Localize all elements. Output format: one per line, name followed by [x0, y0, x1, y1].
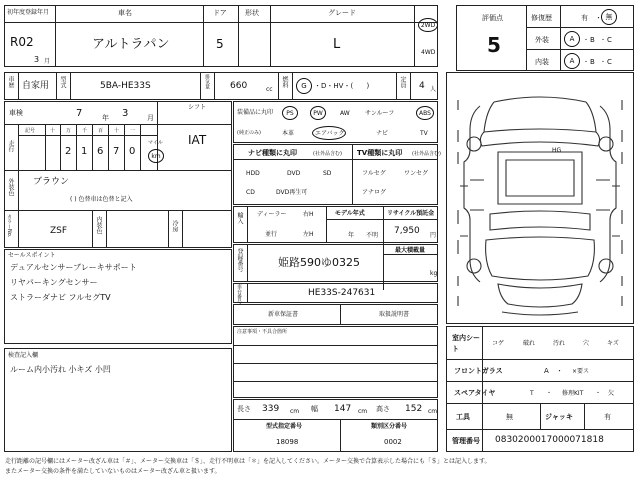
recycle-unit: 円 [430, 232, 437, 239]
width-unit: cm [358, 408, 368, 415]
equip-tv: TV [420, 130, 428, 137]
inspection-month-unit: 月 [147, 114, 154, 122]
exterior-dot1: ・ [583, 37, 590, 44]
interior-dot1: ・ [583, 59, 590, 66]
mileage-digit-3: 7 [113, 146, 120, 157]
notes-box [233, 326, 438, 398]
sales-points-label: セールスポイント [8, 252, 56, 259]
damage-yes: 有 [581, 14, 588, 22]
capacity-unit: 人 [430, 86, 437, 93]
damage-label: 修復歴 [531, 14, 552, 22]
length-unit: cm [290, 408, 300, 415]
tv-fullseg: フルセグ [362, 170, 386, 177]
mgmt-label: 管理番号 [452, 437, 480, 445]
grade-value: L [333, 37, 341, 52]
doors-label: ドア [213, 9, 227, 17]
owner-manual: 取扱説明書 [379, 311, 410, 318]
car-body-diagram [450, 90, 630, 320]
type-cert-value: 18098 [276, 438, 299, 446]
score-label: 評価点 [482, 14, 503, 22]
car-name-label: 車名 [118, 9, 132, 17]
mileage-note-label: 記号 [25, 128, 36, 134]
mileage-label: 走行 [7, 140, 14, 152]
navi-hdd: HDD [246, 170, 260, 177]
registration-value: 姫路590ゆ0325 [278, 256, 360, 269]
mileage-digit-4: 0 [129, 146, 136, 157]
reg-month-value: 3 [34, 55, 40, 64]
seat-hole: 穴 [583, 340, 590, 347]
import-left: 左H [303, 231, 314, 238]
mileage-digit-0: 2 [65, 146, 72, 157]
mileage-mile-label: マイル [148, 140, 163, 146]
color-code-label: カラーNo. [6, 214, 12, 238]
exterior-grade-c: C [607, 36, 612, 44]
aircon-label: 冷房 [171, 220, 178, 232]
recycle-label: リサイクル預託金 [387, 210, 435, 217]
spare-sep2: ・ [595, 390, 602, 397]
damage-sep: ・ [595, 14, 602, 22]
mileage-unit-1: 万 [66, 128, 72, 134]
mgmt-value: 0830200017000071818 [495, 435, 604, 445]
jack-label: ジャッキ [545, 413, 573, 421]
inspector-box [4, 348, 232, 452]
navi-cd: CD [246, 189, 255, 196]
model-year-label: モデル年式 [335, 210, 365, 217]
front-glass-a: A [544, 367, 549, 375]
model-value: 5BA-HE33S [100, 81, 151, 91]
sales-point-3: ストラーダナビ フルセグTV [10, 293, 111, 302]
front-glass-sep: ・ [556, 367, 563, 375]
footer-line-1: 走行距離の記号欄にはメーター改ざん車は「＃」、メーター交換車は「＄」、走行不明車は「＊」を記入してください。メーター交換で合算表示した場合にも「＄」とは記入します。 [5, 458, 491, 465]
grade-label: グレード [328, 9, 356, 17]
exterior-grade-b: B [590, 36, 595, 44]
exterior-dot2: ・ [600, 37, 607, 44]
mileage-unit-0: 十 [50, 128, 56, 134]
equip-aw: AW [340, 110, 350, 117]
interior-grade-b: B [590, 58, 595, 66]
tools-label: 工具 [456, 413, 470, 421]
seat-scratch: キズ [607, 340, 619, 347]
car-name-value: アルトラパン [92, 37, 170, 52]
payload-unit: kg [430, 270, 438, 277]
inspection-label: 車検 [9, 109, 23, 117]
height-value: 152 [405, 404, 423, 414]
color-label: 外装色 [7, 178, 14, 196]
seat-dirt: 汚れ [553, 340, 566, 347]
fuel-label: 燃料 [281, 76, 288, 88]
sales-point-1: デュアルセンサーブレーキサポート [10, 263, 137, 272]
mileage-unit-2: 千 [82, 128, 88, 134]
model-year-unknown: 不明 [366, 232, 379, 239]
equip-leather: 本革 [282, 130, 295, 137]
category-label: 類別区分番号 [371, 423, 408, 430]
inspector-label: 検査記入欄 [8, 352, 39, 359]
reg-month-unit: 月 [44, 58, 51, 65]
front-glass-x: ×要ス [572, 368, 590, 375]
equipment-sublabel: (純正のみ) [237, 130, 261, 136]
spare-kit: 修理KIT [562, 390, 584, 397]
equip-sunroof: サンルーフ [365, 110, 395, 117]
length-value: 339 [262, 404, 280, 414]
navi-sd: SD [323, 170, 332, 177]
footer-line-2: またメーター交換の条件を満たしていないものはメーター改ざん車と扱います。 [5, 468, 221, 475]
height-label: 高さ [376, 405, 390, 413]
equip-ps: PS [286, 109, 294, 117]
inspector-value: ルーム内小汚れ 小キズ 小凹 [10, 365, 111, 374]
interior-dot2: ・ [600, 59, 607, 66]
sales-point-2: リヤパーキングセンサー [10, 278, 98, 287]
damage-no-circle [601, 9, 617, 25]
seat-tear: 破れ [523, 340, 536, 347]
spare-t: T [530, 390, 534, 397]
shift-label: シフト [188, 104, 207, 111]
mileage-unit-5: 一 [130, 128, 136, 134]
color-note: ( ) 色替車は色替と記入 [70, 196, 133, 203]
interior-color-label: 内装色 [95, 216, 102, 234]
shift-value: IAT [188, 133, 207, 147]
vin-value: HE33S-247631 [308, 288, 376, 298]
seat-burn: コゲ [492, 340, 505, 347]
tv-analog: アナログ [362, 189, 387, 196]
fuel-g: G [301, 82, 307, 90]
tools-value: 無 [506, 413, 513, 421]
drive-2wd-label: 2WD [420, 21, 436, 29]
spare-none: 欠 [608, 390, 615, 397]
mileage-km-circle [148, 149, 164, 163]
diagram-mark: HG [552, 147, 562, 154]
front-glass-label: フロントガラス [454, 367, 503, 375]
damage-no: 無 [605, 13, 613, 21]
length-label: 長さ [237, 405, 251, 413]
classification-value: 自家用 [22, 81, 50, 91]
exterior-label: 外装 [535, 36, 549, 44]
import-label: 輸入 [236, 212, 243, 224]
vin-label: 車台番号 [236, 284, 242, 304]
new-warranty: 新車保証書 [268, 311, 299, 318]
fuel-options: ・D・HV・( ) [314, 82, 370, 90]
jack-value: 有 [604, 413, 611, 421]
tv-oneseg: ワンセグ [404, 170, 429, 177]
equip-pw-circle [310, 106, 326, 120]
score-value: 5 [487, 33, 501, 57]
capacity-label: 定員 [399, 76, 406, 88]
registration-label: 登録番号 [236, 248, 243, 272]
mileage-km: km [151, 152, 161, 160]
inspection-year: 7 [76, 108, 83, 119]
color-value: ブラウン [33, 177, 70, 187]
notes-label: 注意事項・不具合箇所 [237, 329, 288, 335]
capacity-value: 4 [419, 81, 425, 91]
doors-value: 5 [216, 37, 224, 51]
color-code-value: ZSF [50, 226, 68, 236]
navi-dvd-play: DVD再生可 [276, 189, 308, 196]
equip-airbag: エアバッグ [315, 130, 345, 137]
import-dealer: ディーラー [257, 211, 287, 218]
exterior-grade-a: A [569, 35, 575, 43]
payload-label: 最大積載量 [395, 247, 426, 254]
spare-sep1: ・ [546, 390, 553, 397]
equipment-label: 装備品に丸印 [237, 109, 274, 116]
recycle-value: 7,950 [394, 226, 420, 236]
classification-label: 車歴 [7, 76, 14, 88]
width-value: 147 [334, 404, 352, 414]
equip-abs-circle [416, 106, 434, 120]
model-year-unit: 年 [348, 232, 355, 239]
height-unit: cm [428, 408, 438, 415]
interior-seat-label: 室内シート [452, 334, 480, 353]
drive-2wd-circle [418, 18, 438, 32]
navi-dvd: DVD [287, 170, 301, 177]
mileage-digit-1: 1 [81, 146, 88, 157]
import-parallel: 並行 [265, 231, 278, 238]
type-cert-label: 型式指定番号 [266, 423, 303, 430]
exterior-a-circle [564, 31, 580, 47]
model-label: 型式 [59, 76, 66, 88]
spare-label: スペアタイヤ [454, 389, 496, 397]
displacement-unit: cc [266, 86, 273, 93]
equip-pw: PW [313, 109, 323, 117]
drive-4wd-label: 4WD [421, 49, 436, 56]
inspection-year-unit: 年 [102, 114, 109, 122]
interior-grade-a: A [569, 57, 575, 65]
navi-sublabel: (社外品含む) [313, 151, 342, 157]
equip-airbag-circle [312, 126, 346, 140]
shape-label: 形状 [245, 9, 259, 17]
equip-abs: ABS [419, 109, 431, 117]
fuel-g-circle [296, 78, 312, 94]
mileage-digit-2: 6 [97, 146, 104, 157]
interior-grade-c: C [607, 58, 612, 66]
equip-navi: ナビ [376, 130, 389, 137]
mileage-unit-4: 十 [114, 128, 120, 134]
displacement-value: 660 [230, 81, 248, 91]
category-value: 0002 [384, 438, 402, 446]
import-right: 右H [303, 211, 314, 218]
tv-label: TV種類に丸印 [357, 149, 403, 157]
mileage-unit-3: 百 [98, 128, 104, 134]
interior-a-circle [564, 53, 580, 69]
displacement-label: 排気量 [204, 74, 210, 89]
navi-label: ナビ種類に丸印 [248, 149, 297, 157]
reg-year-value: R02 [10, 35, 34, 49]
interior-label: 内装 [535, 58, 549, 66]
inspection-month: 3 [122, 108, 129, 119]
tv-sublabel: (社外品含む) [412, 151, 441, 157]
equip-ps-circle [282, 106, 298, 120]
width-label: 幅 [311, 405, 318, 413]
reg-year-label: 初年度登録年月 [7, 9, 50, 16]
